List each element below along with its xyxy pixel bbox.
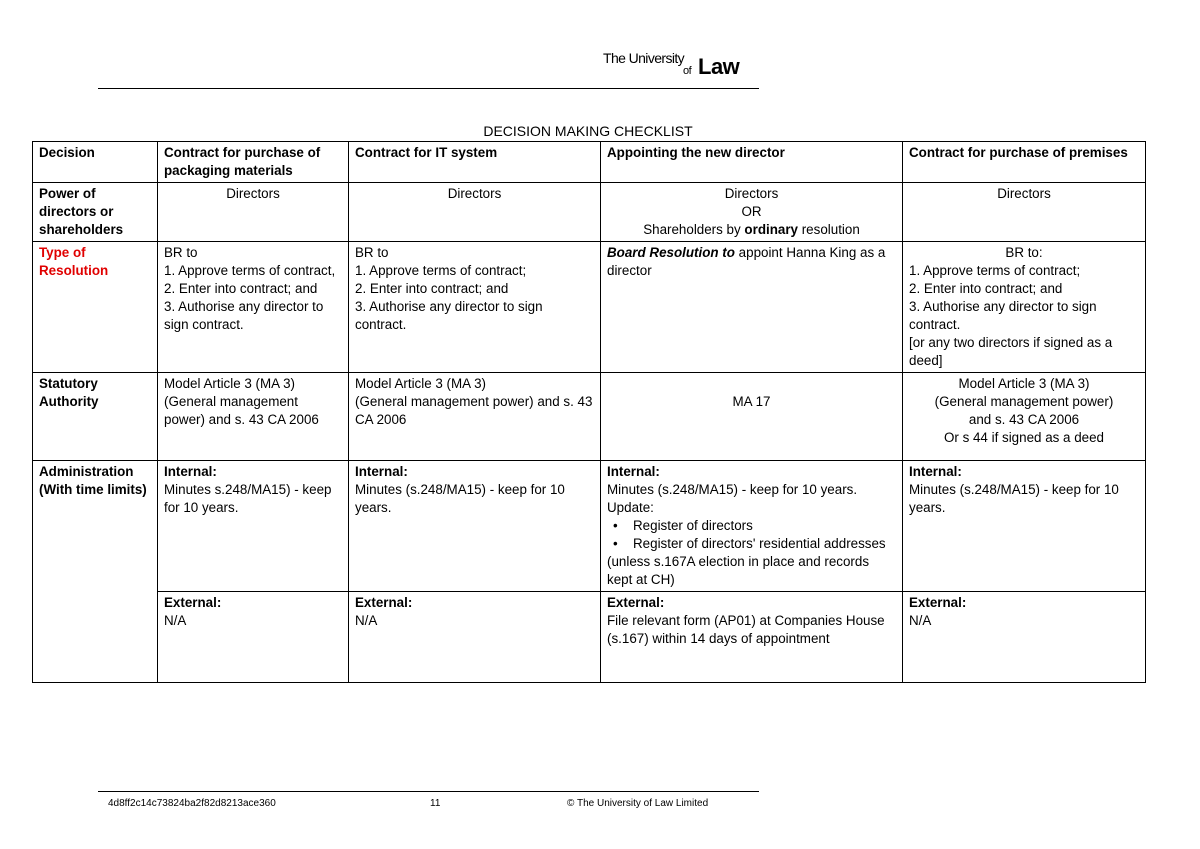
footer-doc-id: 4d8ff2c14c73824ba2f82d8213ace360 bbox=[108, 798, 276, 809]
admin-internal-packaging bbox=[158, 461, 349, 592]
admin-external-new-director-text: File relevant form (AP01) at Companies House (s.167) within 14 days of appointment bbox=[607, 613, 885, 646]
footer-copyright: © The University of Law Limited bbox=[567, 798, 709, 809]
type-premises-body: 1. Approve terms of contract; 2. Enter into contract; and 3. Authorise any director to sign contract. [or any two directors if signed as a deed] bbox=[909, 263, 1113, 368]
admin-internal-it-system bbox=[349, 461, 601, 592]
admin-external-it-system bbox=[349, 592, 601, 683]
row-label-statutory: Statutory Authority bbox=[33, 373, 158, 461]
power-shareholders-text: Shareholders by bbox=[643, 222, 745, 237]
power-premises: Directors bbox=[903, 183, 1146, 242]
type-it-system: BR to 1. Approve terms of contract; 2. Enter into contract; and 3. Authorise any director to sign contract. bbox=[349, 242, 601, 373]
admin-internal-new-director bbox=[601, 461, 903, 592]
admin-external-premises bbox=[903, 592, 1146, 683]
external-label: External: bbox=[607, 595, 665, 610]
power-it-system: Directors bbox=[349, 183, 601, 242]
admin-internal-premises bbox=[903, 461, 1146, 592]
row-statutory bbox=[33, 373, 1146, 461]
admin-external-new-director bbox=[601, 592, 903, 683]
external-label: External: bbox=[355, 595, 413, 610]
internal-label: Internal: bbox=[909, 464, 962, 479]
statutory-new-director bbox=[601, 373, 903, 461]
power-new-director-line1: Directors bbox=[724, 186, 779, 201]
logo-text-university: The University bbox=[603, 50, 685, 66]
header-rule bbox=[98, 88, 759, 89]
register-update-list bbox=[607, 517, 896, 553]
admin-external-it-system-text: N/A bbox=[355, 613, 378, 628]
power-resolution-text: resolution bbox=[798, 222, 860, 237]
list-item: • Register of directors' residential addresses bbox=[633, 535, 896, 553]
statutory-it-system: Model Article 3 (MA 3) (General management power) and s. 43 CA 2006 bbox=[349, 373, 601, 461]
statutory-packaging: Model Article 3 (MA 3) (General management power) and s. 43 CA 2006 bbox=[158, 373, 349, 461]
university-of-law-logo bbox=[603, 47, 753, 79]
page-title: DECISION MAKING CHECKLIST bbox=[483, 123, 693, 139]
type-premises-head: BR to: bbox=[1005, 245, 1043, 260]
power-new-director-line2: OR bbox=[741, 204, 762, 219]
type-new-director-rest: appoint Hanna King as a director bbox=[607, 245, 886, 278]
power-ordinary-text: ordinary bbox=[744, 222, 798, 237]
statutory-premises: Model Article 3 (MA 3) (General management power) and s. 43 CA 2006 Or s 44 if signed as a deed bbox=[903, 373, 1146, 461]
row-admin-internal bbox=[33, 461, 1146, 592]
external-label: External: bbox=[909, 595, 967, 610]
type-new-director bbox=[601, 242, 903, 373]
statutory-new-director-text: MA 17 bbox=[732, 394, 771, 409]
admin-external-packaging-text: N/A bbox=[164, 613, 187, 628]
footer-page-number: 11 bbox=[430, 798, 441, 809]
row-power bbox=[33, 183, 1146, 242]
row-type bbox=[33, 242, 1146, 373]
row-label-power: Power of directors or shareholders bbox=[33, 183, 158, 242]
row-admin-external bbox=[33, 592, 1146, 683]
power-packaging: Directors bbox=[158, 183, 349, 242]
power-new-director bbox=[601, 183, 903, 242]
header-packaging-materials: Contract for purchase of packaging materials bbox=[158, 142, 349, 183]
type-premises bbox=[903, 242, 1146, 373]
header-decision: Decision bbox=[33, 142, 158, 183]
header-new-director: Appointing the new director bbox=[601, 142, 903, 183]
row-label-type: Type of Resolution bbox=[33, 242, 158, 373]
internal-label: Internal: bbox=[355, 464, 408, 479]
type-new-director-bold: Board Resolution to bbox=[607, 245, 735, 260]
logo-text-law: Law bbox=[698, 54, 740, 79]
header-it-system: Contract for IT system bbox=[349, 142, 601, 183]
header-premises: Contract for purchase of premises bbox=[903, 142, 1146, 183]
admin-internal-it-system-text: Minutes (s.248/MA15) - keep for 10 years. bbox=[355, 482, 565, 515]
admin-internal-packaging-text: Minutes s.248/MA15) - keep for 10 years. bbox=[164, 482, 332, 515]
admin-external-premises-text: N/A bbox=[909, 613, 932, 628]
type-packaging: BR to 1. Approve terms of contract, 2. Enter into contract; and 3. Authorise any director to sign contract. bbox=[158, 242, 349, 373]
admin-internal-premises-text: Minutes (s.248/MA15) - keep for 10 years. bbox=[909, 482, 1119, 515]
admin-internal-new-director-text: Minutes (s.248/MA15) - keep for 10 years. Update: bbox=[607, 482, 858, 515]
logo-text-of: of bbox=[683, 65, 692, 77]
list-item: • Register of directors bbox=[633, 517, 896, 535]
row-label-administration: Administration (With time limits) bbox=[33, 461, 158, 683]
table-header-row bbox=[33, 142, 1146, 183]
external-label: External: bbox=[164, 595, 222, 610]
admin-external-packaging bbox=[158, 592, 349, 683]
power-new-director-line3 bbox=[607, 221, 896, 239]
internal-label: Internal: bbox=[164, 464, 217, 479]
decision-checklist-table bbox=[32, 141, 1146, 683]
admin-internal-new-director-note: (unless s.167A election in place and records kept at CH) bbox=[607, 554, 870, 587]
footer-rule bbox=[98, 791, 759, 792]
internal-label: Internal: bbox=[607, 464, 660, 479]
